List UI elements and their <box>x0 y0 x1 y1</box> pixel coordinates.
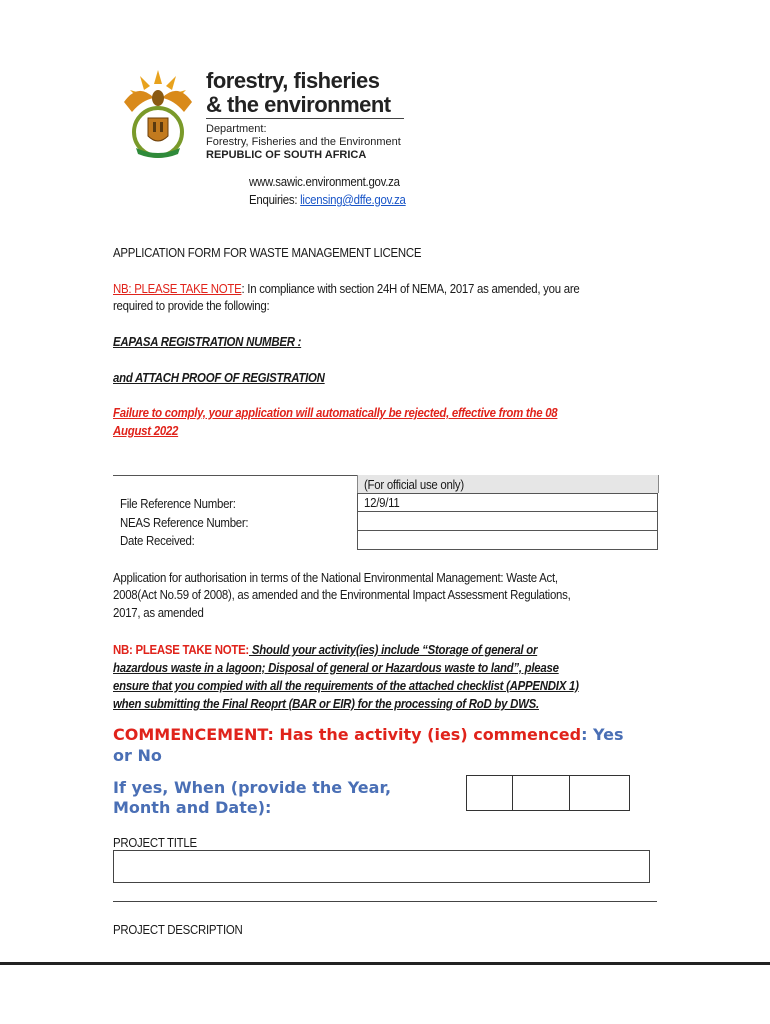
nb-label-1: NB: PLEASE TAKE NOTE <box>113 281 242 296</box>
nb-text-1: : In compliance with section 24H of NEMA, 2017 as amended, you are <box>241 281 580 296</box>
dept-name: Forestry, Fisheries and the Environment <box>206 136 401 148</box>
official-header-cell <box>357 475 659 493</box>
when-label-line2: Month and Date): <box>113 798 272 817</box>
page-bottom-rule <box>0 962 770 965</box>
official-value-cell-2[interactable] <box>357 511 658 531</box>
logo-title-line1: forestry, fisheries <box>206 68 380 93</box>
application-text-line3: 2017, as amended <box>113 605 204 620</box>
project-description-label: PROJECT DESCRIPTION <box>113 922 243 937</box>
nb-label-2: NB: PLEASE TAKE NOTE: <box>113 642 249 657</box>
dept-label: Department: <box>206 123 267 135</box>
attach-proof-label: and ATTACH PROOF OF REGISTRATION <box>113 370 325 385</box>
file-reference-label: File Reference Number: <box>120 496 236 511</box>
file-reference-value: 12/9/11 <box>364 495 400 510</box>
country-name: REPUBLIC OF SOUTH AFRICA <box>206 149 367 161</box>
official-value-cell-3[interactable] <box>357 530 658 550</box>
form-title: APPLICATION FORM FOR WASTE MANAGEMENT LICENCE <box>113 245 422 260</box>
nb-notice-2-line4: when submitting the Final Reoprt (BAR or EIR) for the processing of RoD by DWS. <box>113 696 539 711</box>
logo-title-line2: & the environment <box>206 92 391 117</box>
commencement-colon: : <box>581 725 588 744</box>
date-input-group <box>466 775 630 811</box>
enquiries-email-link[interactable]: licensing@dffe.gov.za <box>300 192 406 207</box>
eapasa-registration-label: EAPASA REGISTRATION NUMBER : <box>113 334 302 349</box>
website-text: www.sawic.environment.gov.za <box>249 174 400 189</box>
date-year-cell[interactable] <box>467 776 513 810</box>
when-label-line1: If yes, When (provide the Year, <box>113 778 392 797</box>
date-day-cell[interactable] <box>570 776 629 810</box>
nb-notice-2-line1 <box>113 642 537 657</box>
failure-warning-line2: August 2022 <box>113 423 179 438</box>
application-text-line2: 2008(Act No.59 of 2008), as amended and the Environmental Impact Assessment Regulations, <box>113 587 571 602</box>
commencement-text: COMMENCEMENT: Has the activity (ies) commenced <box>113 725 582 744</box>
commencement-yes[interactable]: Yes <box>587 725 624 744</box>
application-text-line1: Application for authorisation in terms of the National Environmental Management: Waste Act, <box>113 570 558 585</box>
coat-of-arms-logo <box>118 62 198 162</box>
nb-text-2a: Should your activity(ies) include “Storage of general or <box>248 642 538 657</box>
date-received-label: Date Received: <box>120 533 195 548</box>
official-value-cell-1[interactable] <box>357 493 658 512</box>
nb-notice-2-line2: hazardous waste in a lagoon; Disposal of general or Hazardous waste to land”, please <box>113 660 559 675</box>
nb-notice-1 <box>113 281 659 296</box>
neas-reference-label: NEAS Reference Number: <box>120 515 249 530</box>
nb-notice-2-line3: ensure that you compied with all the requirements of the attached checklist (APPENDIX 1) <box>113 678 579 693</box>
project-title-field[interactable] <box>113 850 650 883</box>
commencement-or-no[interactable]: or No <box>113 746 162 765</box>
project-title-label: PROJECT TITLE <box>113 835 197 850</box>
enquiries-label: Enquiries: <box>249 192 301 207</box>
failure-warning-line1: Failure to comply, your application will automatically be rejected, effective from the 08 <box>113 405 558 420</box>
official-use-header: (For official use only) <box>364 477 464 492</box>
commencement-question <box>113 724 624 745</box>
date-month-cell[interactable] <box>513 776 570 810</box>
nb-notice-1-line2: required to provide the following: <box>113 298 270 313</box>
enquiries-line <box>249 192 406 207</box>
logo-divider <box>206 118 404 119</box>
section-divider <box>113 901 657 902</box>
